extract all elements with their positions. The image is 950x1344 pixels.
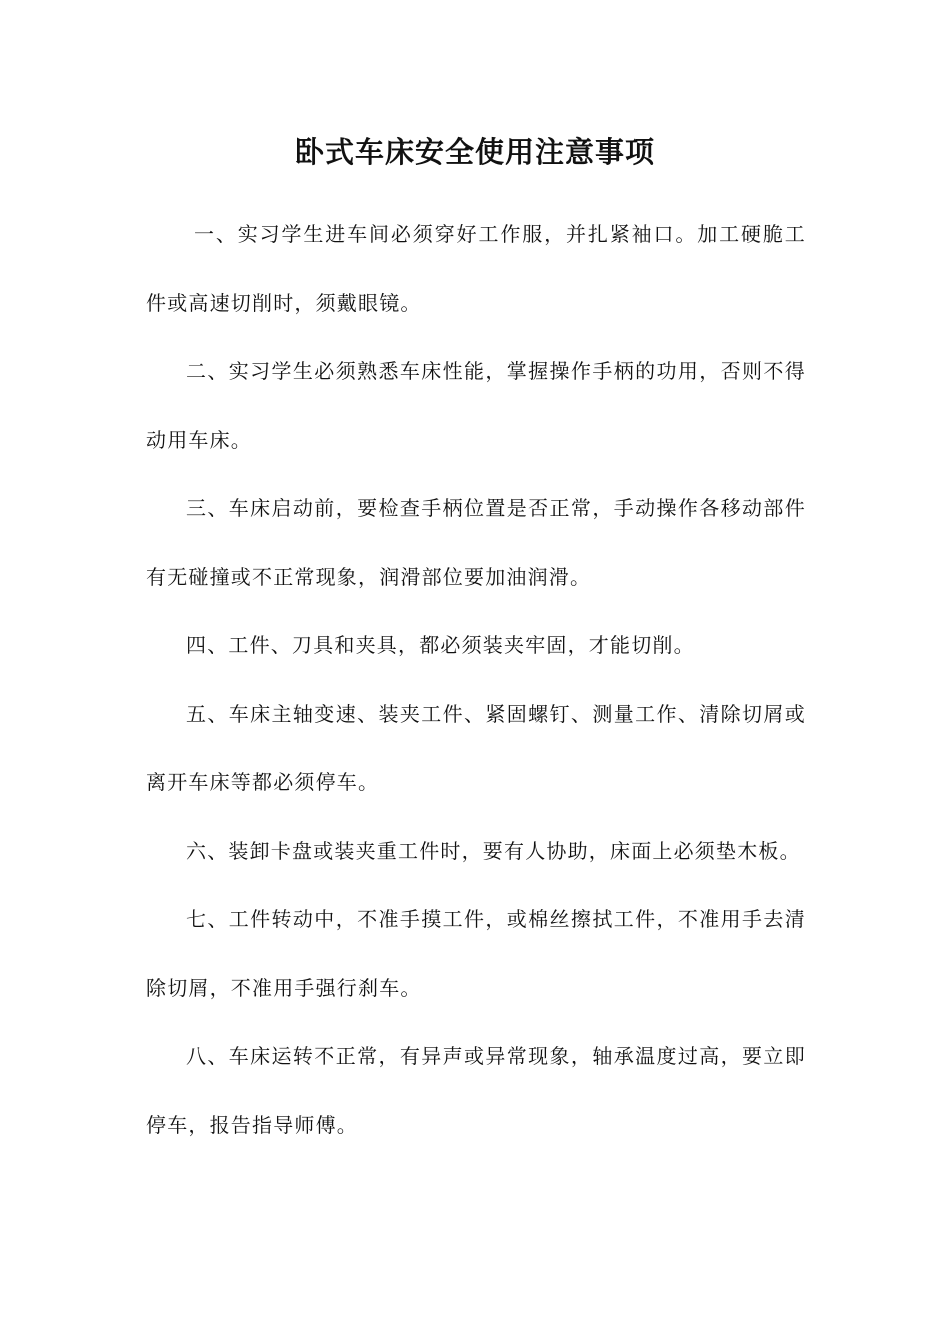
paragraph-7: 七、工件转动中，不准手摸工件，或棉丝擦拭工件，不准用手去清除切屑，不准用手强行刹车。 — [146, 907, 806, 1000]
paragraph-5: 五、车床主轴变速、装夹工件、紧固螺钉、测量工作、清除切屑或离开车床等都必须停车。 — [146, 701, 806, 794]
paragraph-6: 六、装卸卡盘或装夹重工件时，要有人协助，床面上必须垫木板。 — [186, 838, 801, 863]
paragraph-8: 八、车床运转不正常，有异声或异常现象，轴承温度过高，要立即停车，报告指导师傅。 — [146, 1044, 806, 1137]
paragraph-1: 一、实习学生进车间必须穿好工作服，并扎紧袖口。加工硬脆工件或高速切削时，须戴眼镜。 — [146, 222, 806, 315]
paragraph-4: 四、工件、刀具和夹具，都必须装夹牢固，才能切削。 — [186, 633, 695, 657]
paragraph-3: 三、车床启动前，要检查手柄位置是否正常，手动操作各移动部件有无碰撞或不正常现象，润滑部位要加油润滑。 — [146, 496, 806, 589]
document-body — [146, 200, 806, 1159]
paragraph-2: 二、实习学生必须熟悉车床性能，掌握操作手柄的功用，否则不得动用车床。 — [146, 359, 806, 452]
document-title: 卧式车床安全使用注意事项 — [294, 135, 655, 169]
